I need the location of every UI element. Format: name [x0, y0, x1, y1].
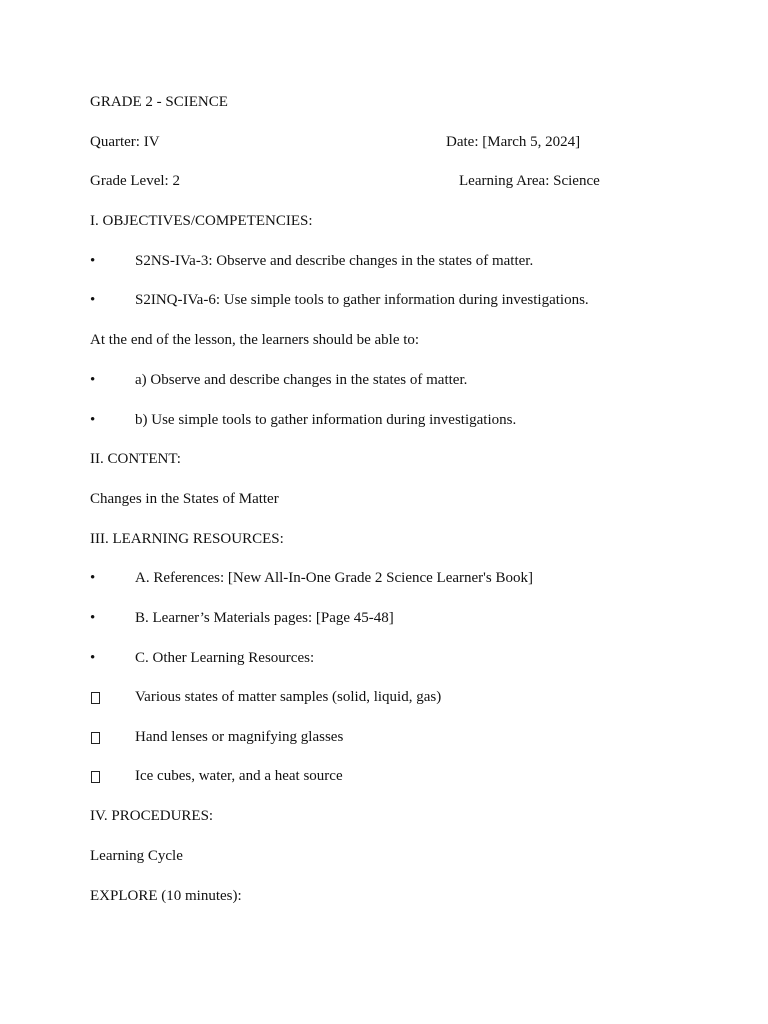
resource-checklist-item: Hand lenses or magnifying glasses — [135, 729, 344, 745]
bullet-icon: • — [90, 292, 96, 308]
objective-item: S2NS-IVa-3: Observe and describe changes in the states of matter. — [135, 253, 534, 269]
resource-checklist-item: Ice cubes, water, and a heat source — [135, 768, 343, 784]
grade-level-label: Grade Level: 2 — [90, 173, 180, 189]
content-heading: II. CONTENT: — [90, 451, 181, 467]
bullet-icon: • — [90, 253, 96, 269]
quarter-label: Quarter: IV — [90, 134, 160, 150]
bullet-icon: • — [90, 372, 96, 388]
resource-item: A. References: [New All-In-One Grade 2 Science Learner's Book] — [135, 570, 533, 586]
checkbox-glyph-icon — [91, 732, 100, 744]
checkbox-glyph-icon — [91, 771, 100, 783]
bullet-icon: • — [90, 570, 96, 586]
resource-item: B. Learner’s Materials pages: [Page 45-48] — [135, 610, 394, 626]
learning-cycle-label: Learning Cycle — [90, 848, 183, 864]
objectives-intro: At the end of the lesson, the learners should be able to: — [90, 332, 420, 348]
resources-heading: III. LEARNING RESOURCES: — [90, 531, 284, 547]
date-label: Date: [March 5, 2024] — [446, 134, 581, 150]
objective-item: S2INQ-IVa-6: Use simple tools to gather information during investigations. — [135, 292, 589, 308]
content-text: Changes in the States of Matter — [90, 491, 279, 507]
bullet-icon: • — [90, 650, 96, 666]
outcome-item: a) Observe and describe changes in the states of matter. — [135, 372, 468, 388]
outcome-item: b) Use simple tools to gather information during investigations. — [135, 412, 517, 428]
checkbox-glyph-icon — [91, 692, 100, 704]
objectives-heading: I. OBJECTIVES/COMPETENCIES: — [90, 213, 313, 229]
document-title: GRADE 2 - SCIENCE — [90, 94, 228, 110]
learning-area-label: Learning Area: Science — [459, 173, 600, 189]
resource-checklist-item: Various states of matter samples (solid, liquid, gas) — [135, 689, 442, 705]
bullet-icon: • — [90, 412, 96, 428]
bullet-icon: • — [90, 610, 96, 626]
explore-heading: EXPLORE (10 minutes): — [90, 888, 242, 904]
resource-item: C. Other Learning Resources: — [135, 650, 315, 666]
procedures-heading: IV. PROCEDURES: — [90, 808, 214, 824]
